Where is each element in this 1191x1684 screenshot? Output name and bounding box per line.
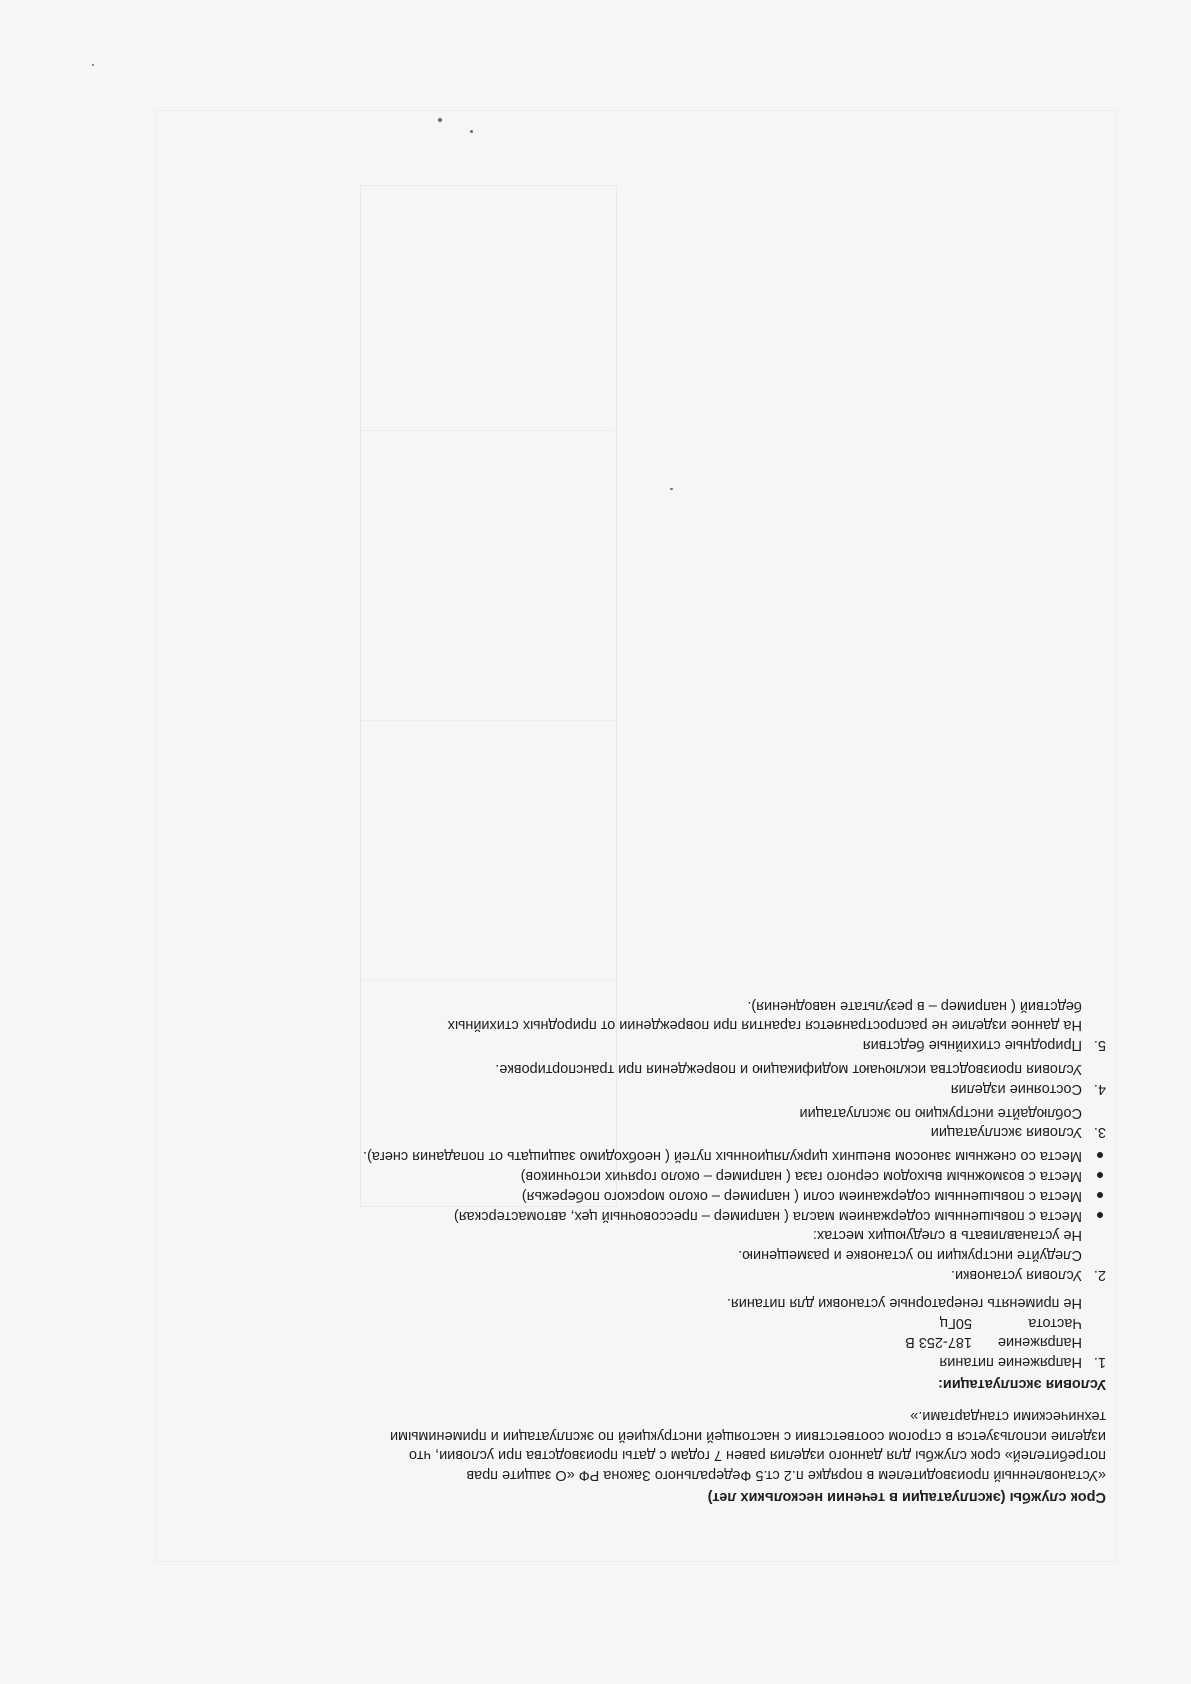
item-line: Соблюдайте инструкцию по эксплуатации (799, 1104, 1082, 1121)
condition-item-2 (106, 1264, 1106, 1284)
item-line: Не устанавливать в следующих местах: (812, 1227, 1082, 1244)
operating-conditions-title: Условия эксплуатации: (938, 1376, 1106, 1393)
item-number: 2. (1093, 1267, 1106, 1284)
item-line: бедствий ( например – в результате наводнения). (747, 997, 1082, 1014)
item-label: Условия эксплуатации (930, 1124, 1082, 1141)
item-label: Состояние изделия (950, 1080, 1082, 1097)
text-block (106, 995, 1106, 1506)
bullet-item: Места с повышенным содержанием соли ( например – около морского побережья) (106, 1185, 1106, 1205)
condition-item-1 (106, 1351, 1106, 1371)
service-life-line: техническими стандартами.» (910, 1407, 1106, 1424)
param-name: Частота (1028, 1314, 1082, 1331)
service-life-line: изделие используется в строгом соответствии с настоящей инструкцией по эксплуатации и применимыми (389, 1427, 1106, 1444)
item-number: 3. (1093, 1124, 1106, 1141)
bullet-item: Места со снежным заносом внешних циркуляционных путей ( необходимо защищать от попадания снега). (247, 1145, 1106, 1165)
bullet-item: Места с повышенным содержанием масла ( например – прессовочный цех, автомастерская) (106, 1205, 1106, 1225)
condition-item-5 (106, 1034, 1106, 1054)
condition-item-4 (106, 1078, 1106, 1098)
param-value: 187-253 В (905, 1334, 972, 1351)
service-life-line: «Установленный производителем в порядке п.2 ст.5 Федерального Закона РФ «О защите прав (466, 1467, 1106, 1484)
item-line: Следуйте инструкции по установке и размещению. (738, 1247, 1082, 1264)
service-life-title: Срок службы (эксплуатации в течении нескольких лет) (707, 1489, 1106, 1505)
param-value: 50Гц (939, 1314, 972, 1331)
param-name: Напряжение (997, 1334, 1082, 1351)
bullet-item: Места с возможным выходом серного газа ( например – около горячих источников) (106, 1165, 1106, 1185)
item-number: 1. (1093, 1354, 1106, 1371)
item-line: Условия производства исключают модификацию и повреждения при транспортировке. (495, 1061, 1082, 1078)
item-label: Условия установки. (951, 1267, 1082, 1284)
voltage-param (106, 1332, 1106, 1352)
service-life-line: потребителей» срок службы для данного изделия равен 7 годам с даты производства при условии, что (408, 1447, 1106, 1464)
item-number: 4. (1093, 1080, 1106, 1097)
item-line: На данное изделие не распространяется гарантия при повреждении от природных стихийных (447, 1017, 1082, 1034)
condition-item-3 (106, 1122, 1106, 1142)
frequency-param (106, 1312, 1106, 1332)
item-label: Напряжение питания (939, 1354, 1082, 1371)
item-number: 5. (1093, 1037, 1106, 1054)
item-note: Не применять генераторные установки для питания. (726, 1294, 1082, 1311)
item-label: Природные стихийные бедствия (862, 1037, 1082, 1054)
